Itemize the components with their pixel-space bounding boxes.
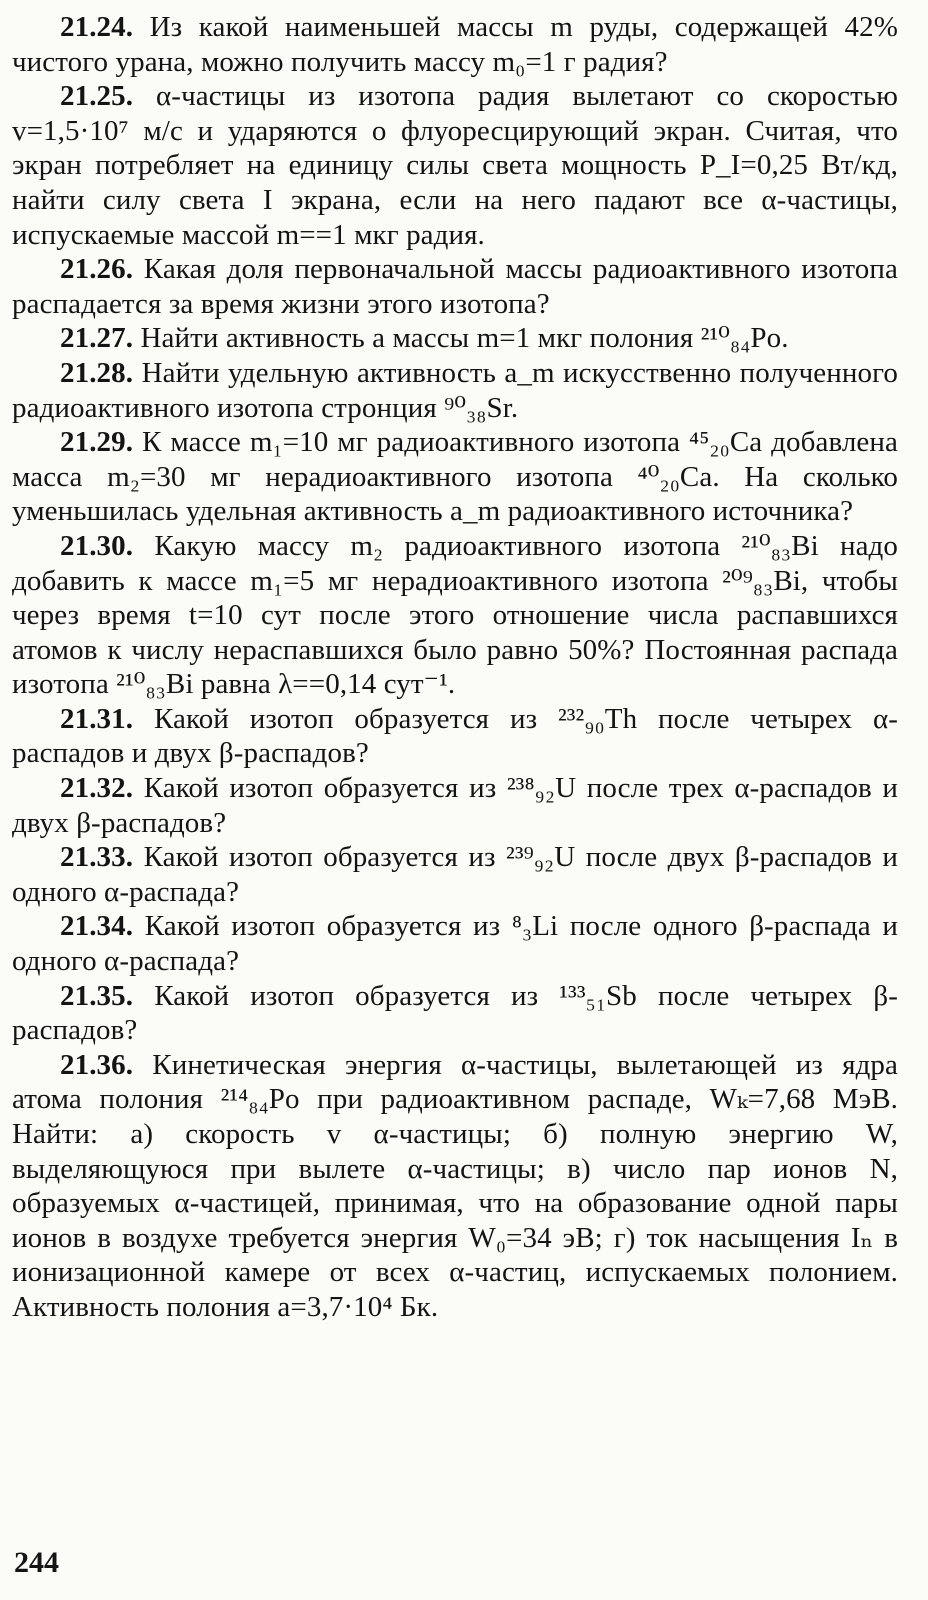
problem-number: 21.26. <box>60 253 134 286</box>
problem-number: 21.25. <box>60 80 134 113</box>
problem-21-35 <box>12 979 898 1048</box>
problem-21-29 <box>12 425 898 529</box>
problem-number: 21.30. <box>60 529 134 562</box>
problem-number: 21.28. <box>60 356 134 389</box>
problem-number: 21.32. <box>60 772 134 805</box>
problem-number: 21.24. <box>60 11 134 43</box>
problem-21-36 <box>12 1048 898 1325</box>
problem-text: Какой изотоп образуется из ²³⁹₉₂U после двух β-распадов и одного α-распада? <box>12 841 898 908</box>
problem-text: α-частицы из изотопа радия вылетают со скоростью v=1,5·10⁷ м/с и ударяются о флуоресцирующий экран. Считая, что экран потребляет на единицу силы света мощность P_I=0,25 Вт/кд, найти силу света I экрана, если на него падают все α-частицы, испускаемые массой m==1 мкг радия. <box>12 80 898 251</box>
problem-21-32 <box>12 771 898 840</box>
problem-text: К массе m₁=10 мг радиоактивного изотопа ⁴⁵₂₀Ca добавлена масса m₂=30 мг нерадиоактивного изотопа ⁴⁰₂₀Ca. На сколько уменьшилась удельная активность a_m радиоактивного источника? <box>12 426 898 528</box>
problem-number: 21.34. <box>60 910 134 943</box>
problem-number: 21.27. <box>60 322 134 355</box>
problem-text: Какой изотоп образуется из ¹³³₅₁Sb после четырех β-распадов? <box>12 979 898 1047</box>
problem-text: Найти активность a массы m=1 мкг полония ²¹⁰₈₄Po. <box>140 322 789 355</box>
problem-text: Какой изотоп образуется из ⁸₃Li после одного β-распада и одного α-распада? <box>12 910 898 978</box>
problem-text: Какая доля первоначальной массы радиоактивного изотопа распадается за время жизни этого изотопа? <box>12 253 898 320</box>
problem-number: 21.36. <box>60 1048 134 1081</box>
problem-number: 21.35. <box>60 979 134 1012</box>
problem-21-33 <box>12 840 898 909</box>
problem-number: 21.33. <box>60 841 134 874</box>
problem-number: 21.31. <box>60 702 134 735</box>
problem-21-26 <box>12 252 898 321</box>
problem-21-24 <box>12 10 898 79</box>
problem-21-25 <box>12 79 898 252</box>
problem-21-31 <box>12 702 898 771</box>
problem-text: Какой изотоп образуется из ²³⁸₉₂U после трех α-распадов и двух β-распадов? <box>12 772 898 839</box>
problem-text: Какую массу m₂ радиоактивного изотопа ²¹⁰₈₃Bi надо добавить к массе m₁=5 мг нерадиоактивного изотопа ²⁰⁹₈₃Bi, чтобы через время t=10 сут после этого отношение числа распавшихся атомов к числу нераспавшихся было равно 50%? Постоянная распада изотопа ²¹⁰₈₃Bi равна λ==0,14 сут⁻¹. <box>12 529 898 701</box>
problem-text: Кинетическая энергия α-частицы, вылетающей из ядра атома полония ²¹⁴₈₄Po при радиоактивном распаде, Wₖ=7,68 МэВ. Найти: а) скорость v α-частицы; б) полную энергию W, выделяющуюся при вылете α-частицы; в) число пар ионов N, образуемых α-частицей, принимая, что на образование одной пары ионов в воздухе требуется энергия W₀=34 эВ; г) ток насыщения Iₙ в ионизационной камере от всех α-частиц, испускаемых полонием. Активность полония a=3,7·10⁴ Бк. <box>12 1048 898 1323</box>
problem-21-34 <box>12 909 898 978</box>
problem-21-28 <box>12 356 898 425</box>
problem-text: Какой изотоп образуется из ²³²₉₀Th после четырех α-распадов и двух β-распадов? <box>12 702 898 770</box>
problem-text: Найти удельную активность a_m искусственно полученного радиоактивного изотопа стронция ⁹⁰₃₈Sr. <box>12 356 898 424</box>
page-number: 244 <box>14 1546 59 1579</box>
problem-21-30 <box>12 529 898 702</box>
problem-text: Из какой наименьшей массы m руды, содержащей 42% чистого урана, можно получить массу m₀=1 г радия? <box>12 11 898 78</box>
problem-21-27 <box>12 321 898 356</box>
problem-number: 21.29. <box>60 426 134 459</box>
